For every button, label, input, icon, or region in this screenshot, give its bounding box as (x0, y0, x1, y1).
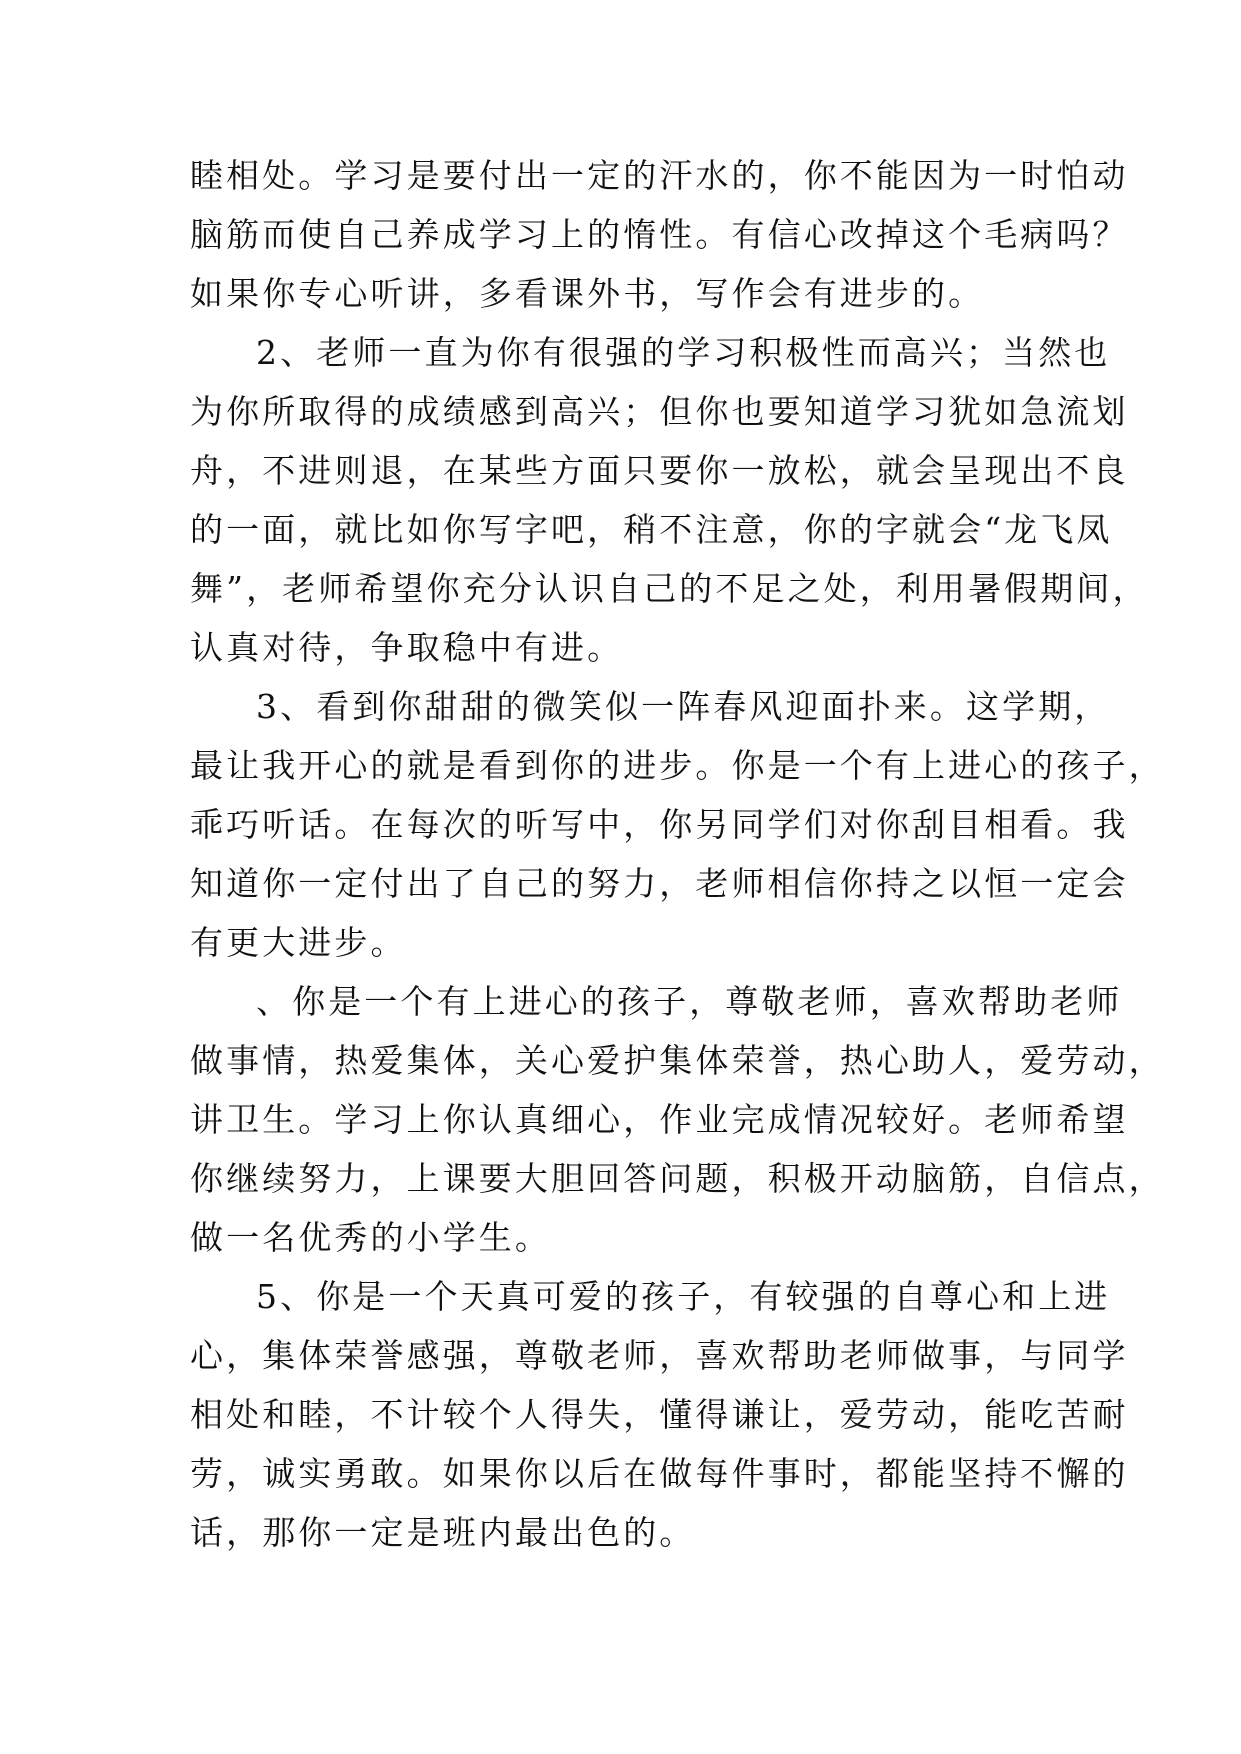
paragraph-comment-4 (190, 972, 1165, 1267)
text-line: 有更大进步。 (190, 923, 407, 962)
text-line: 舞”，老师希望你充分认识自己的不足之处，利用暑假期间， (190, 569, 1149, 608)
document-page (190, 146, 1165, 1562)
text-line: 为你所取得的成绩感到高兴；但你也要知道学习犹如急流划 (190, 392, 1129, 431)
text-line: 劳，诚实勇敢。如果你以后在做每件事时，都能坚持不懈的 (190, 1454, 1129, 1493)
text-line: 睦相处。学习是要付出一定的汗水的，你不能因为一时怕动 (190, 156, 1129, 195)
text-line: 2、老师一直为你有很强的学习积极性而高兴；当然也 (256, 333, 1111, 372)
paragraph-comment-3 (190, 677, 1165, 972)
text-line: 讲卫生。学习上你认真细心，作业完成情况较好。老师希望 (190, 1100, 1129, 1139)
text-line: 舟，不进则退，在某些方面只要你一放松，就会呈现出不良 (190, 451, 1129, 490)
text-line: 知道你一定付出了自己的努力，老师相信你持之以恒一定会 (190, 864, 1129, 903)
text-line: 脑筋而使自己养成学习上的惰性。有信心改掉这个毛病吗？ (190, 215, 1129, 254)
text-line: 心，集体荣誉感强，尊敬老师，喜欢帮助老师做事，与同学 (190, 1336, 1129, 1375)
text-line: 乖巧听话。在每次的听写中，你另同学们对你刮目相看。我 (190, 805, 1129, 844)
paragraph-continuation (190, 146, 1129, 323)
text-line: 话，那你一定是班内最出色的。 (190, 1513, 696, 1552)
text-line: 如果你专心听讲，多看课外书，写作会有进步的。 (190, 274, 985, 313)
text-line: 5、你是一个天真可爱的孩子，有较强的自尊心和上进 (256, 1277, 1111, 1316)
text-line: 做一名优秀的小学生。 (190, 1218, 551, 1257)
text-line: 最让我开心的就是看到你的进步。你是一个有上进心的孩子， (190, 746, 1165, 785)
text-line: 的一面，就比如你写字吧，稍不注意，你的字就会“龙飞凤 (190, 510, 1113, 549)
paragraph-comment-5 (190, 1267, 1129, 1562)
text-line: 认真对待，争取稳中有进。 (190, 628, 624, 667)
text-line: 相处和睦，不计较个人得失，懂得谦让，爱劳动，能吃苦耐 (190, 1395, 1129, 1434)
text-line: 你继续努力，上课要大胆回答问题，积极开动脑筋，自信点， (190, 1159, 1165, 1198)
paragraph-comment-2 (190, 323, 1149, 677)
text-line: 3、看到你甜甜的微笑似一阵春风迎面扑来。这学期， (256, 687, 1111, 726)
text-line: 做事情，热爱集体，关心爱护集体荣誉，热心助人，爱劳动， (190, 1041, 1165, 1080)
text-line: 、你是一个有上进心的孩子，尊敬老师，喜欢帮助老师 (256, 982, 1123, 1021)
